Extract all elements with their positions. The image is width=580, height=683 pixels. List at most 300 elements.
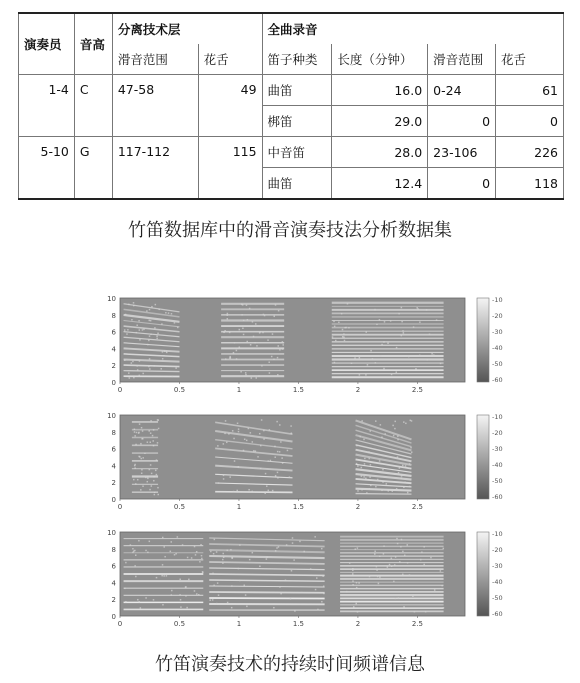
noise-dot [273,607,275,609]
noise-dot [124,329,126,331]
noise-dot [343,336,345,338]
noise-dot [124,359,126,361]
noise-dot [282,348,284,350]
header-row [19,13,564,44]
noise-dot [150,420,152,422]
noise-dot [441,585,443,587]
noise-dot [162,604,164,606]
noise-dot [128,304,130,306]
noise-dot [134,565,136,567]
spectrogram-figure [0,282,580,642]
noise-dot [377,576,379,578]
noise-dot [403,421,405,423]
noise-dot [316,577,318,579]
noise-dot [404,555,406,557]
noise-dot [133,479,135,481]
colorbar-tick-label: -50 [492,360,503,368]
noise-dot [275,304,277,306]
noise-dot [263,430,265,432]
noise-dot [149,541,151,543]
noise-dot [370,430,372,432]
cell-length: 29.0 [332,106,428,137]
noise-dot [352,569,354,571]
noise-dot [436,319,438,321]
table-row [19,75,564,106]
noise-dot [244,439,246,441]
noise-dot [141,438,143,440]
noise-dot [148,340,150,342]
noise-dot [261,419,263,421]
noise-dot [199,561,201,563]
noise-dot [274,456,276,458]
noise-dot [165,351,167,353]
noise-dot [247,319,249,321]
harmonic-line [124,371,180,372]
noise-dot [431,353,433,355]
noise-dot [380,355,382,357]
noise-dot [314,536,316,538]
noise-dot [163,546,165,548]
data-table [18,12,564,200]
noise-dot [225,420,227,422]
noise-dot [145,477,147,479]
noise-dot [285,580,287,582]
noise-dot [342,329,344,331]
noise-dot [282,344,284,346]
noise-dot [401,477,403,479]
noise-dot [136,365,138,367]
noise-dot [141,469,143,471]
y-tick-label: 6 [111,445,116,454]
noise-dot [154,491,156,493]
noise-dot [153,480,155,482]
noise-dot [133,377,135,379]
noise-dot [150,320,152,322]
noise-dot [245,594,247,596]
noise-dot [222,559,224,561]
noise-dot [142,430,144,432]
noise-dot [271,356,273,358]
noise-dot [174,322,176,324]
noise-dot [379,319,381,321]
noise-dot [286,544,288,546]
noise-dot [414,611,416,613]
noise-dot [147,344,149,346]
noise-dot [352,580,354,582]
noise-dot [278,310,280,312]
noise-dot [135,483,137,485]
noise-dot [213,553,215,555]
noise-dot [310,568,312,570]
noise-dot [187,557,189,559]
noise-dot [365,374,367,376]
noise-dot [214,539,216,541]
noise-dot [140,607,142,609]
noise-dot [191,557,193,559]
noise-dot [254,342,256,344]
noise-dot [369,488,371,490]
noise-dot [152,440,154,442]
noise-dot [212,599,214,601]
noise-dot [165,312,167,314]
noise-dot [233,438,235,440]
noise-dot [426,309,428,311]
noise-dot [334,326,336,328]
x-tick-label: 2 [355,620,361,628]
noise-dot [134,428,136,430]
noise-dot [164,556,166,558]
noise-dot [352,568,354,570]
noise-dot [273,316,275,318]
noise-dot [425,611,427,613]
colorbar-tick-label: -20 [492,429,503,437]
noise-dot [234,342,236,344]
x-tick-label: 2 [355,503,361,511]
noise-dot [291,570,293,572]
noise-dot [377,479,379,481]
noise-dot [400,546,402,548]
noise-dot [292,537,294,539]
noise-dot [266,556,268,558]
noise-dot [280,441,282,443]
cell-length: 16.0 [332,75,428,106]
noise-dot [398,313,400,315]
cell-length: 28.0 [332,137,428,168]
noise-dot [255,323,256,325]
noise-dot [359,374,361,376]
noise-dot [156,338,158,340]
noise-dot [236,350,238,352]
noise-dot [146,310,148,312]
noise-dot [140,489,142,491]
noise-dot [376,566,378,568]
noise-dot [402,330,404,332]
noise-dot [402,574,404,576]
noise-dot [172,376,174,378]
noise-dot [156,577,158,579]
cell-flute-type: 曲笛 [262,168,332,200]
noise-dot [168,312,170,314]
noise-dot [370,350,372,352]
noise-dot [225,358,227,360]
noise-dot [153,445,155,447]
noise-dot [423,546,425,548]
noise-dot [232,430,234,432]
noise-dot [274,446,276,448]
noise-dot [141,472,143,474]
cell-flutter: 0 [496,106,564,137]
noise-dot [408,356,410,358]
noise-dot [383,545,385,547]
noise-dot [222,553,224,555]
noise-dot [227,602,229,604]
noise-dot [353,606,355,608]
noise-dot [242,328,244,330]
noise-dot [333,321,335,323]
noise-dot [125,562,127,564]
spectrogram-plot-area [120,415,465,499]
noise-dot [263,438,265,440]
x-tick-label: 2 [355,386,361,394]
noise-dot [180,606,182,608]
noise-dot [148,430,150,432]
noise-dot [161,575,163,577]
noise-dot [343,333,345,335]
cell-glide: 0 [428,168,496,200]
noise-dot [246,304,248,306]
noise-dot [151,306,153,308]
cell-pitch: C [74,75,112,137]
noise-dot [266,558,268,560]
noise-dot [278,546,280,548]
x-tick-label: 1 [236,620,242,628]
noise-dot [142,329,144,331]
noise-dot [443,607,445,609]
x-tick-label: 1.5 [292,386,305,394]
noise-dot [253,450,255,452]
y-tick-label: 8 [111,311,116,320]
noise-dot [153,429,155,431]
noise-dot [242,304,244,306]
noise-dot [216,551,218,553]
noise-dot [430,557,432,559]
noise-dot [368,451,370,453]
cell-flutter: 226 [496,137,564,168]
noise-dot [429,333,431,335]
noise-dot [361,420,363,422]
noise-dot [347,303,349,305]
x-tick-label: 1 [236,386,242,394]
noise-dot [357,611,359,613]
noise-dot [415,368,417,370]
y-tick-label: 4 [111,579,116,588]
noise-dot [227,318,229,320]
subheader-glide-range: 滑音范围 [428,44,496,75]
noise-dot [290,598,292,600]
noise-dot [244,585,246,587]
noise-dot [375,420,377,422]
noise-dot [374,309,376,311]
noise-dot [419,355,421,357]
noise-dot [145,597,147,599]
noise-dot [135,444,137,446]
noise-dot [149,489,151,491]
noise-dot [279,451,281,453]
noise-dot [150,334,152,336]
noise-dot [186,607,188,609]
noise-dot [375,486,377,488]
noise-dot [138,432,140,434]
noise-dot [142,485,144,487]
noise-dot [396,488,398,490]
colorbar-tick-label: -60 [492,610,503,618]
noise-dot [139,329,141,331]
noise-dot [134,467,136,469]
noise-dot [148,320,150,322]
noise-dot [140,443,142,445]
noise-dot [134,550,136,552]
noise-dot [252,552,254,554]
noise-dot [399,467,401,469]
noise-dot [374,551,376,553]
noise-dot [144,453,146,455]
x-tick-label: 0 [117,503,123,511]
noise-dot [229,476,231,478]
noise-dot [175,553,177,555]
cell-flutter: 118 [496,168,564,200]
noise-dot [147,441,149,443]
header-pitch: 音高 [74,13,112,75]
noise-dot [349,562,351,564]
spectrogram-panel [107,529,503,628]
noise-dot [381,344,383,346]
noise-dot [252,441,254,443]
colorbar-tick-label: -10 [492,530,503,538]
noise-dot [261,365,263,367]
noise-dot [366,492,368,494]
noise-dot [202,572,204,574]
noise-dot [132,552,134,554]
noise-dot [332,336,334,338]
noise-dot [153,599,155,601]
noise-dot [409,486,411,488]
noise-dot [245,374,247,376]
noise-dot [137,599,139,601]
noise-dot [277,374,279,376]
noise-dot [315,589,317,591]
noise-dot [248,489,250,491]
colorbar-tick-label: -30 [492,328,503,336]
noise-dot [276,421,278,423]
noise-dot [384,321,386,323]
x-tick-label: 0.5 [173,620,186,628]
noise-dot [352,573,354,575]
noise-dot [249,308,251,310]
cell-flute-type: 梆笛 [262,106,332,137]
noise-dot [390,320,392,322]
noise-dot [407,544,409,546]
noise-dot [163,575,165,577]
noise-dot [246,440,248,442]
noise-dot [135,554,137,556]
colorbar-tick-label: -60 [492,493,503,501]
subheader-flutter: 花舌 [198,44,262,75]
noise-dot [299,541,301,543]
noise-dot [355,603,357,605]
noise-dot [404,482,406,484]
noise-dot [282,462,284,464]
noise-dot [216,603,218,605]
noise-dot [346,591,348,593]
noise-dot [407,492,409,494]
subheader-glide-range: 滑音范围 [112,44,198,75]
noise-dot [218,594,220,596]
noise-dot [383,368,385,370]
noise-dot [149,358,151,360]
noise-dot [171,313,173,315]
noise-dot [145,550,147,552]
noise-dot [352,584,354,586]
noise-dot [423,564,425,566]
noise-dot [401,321,403,323]
noise-dot [356,587,358,589]
noise-dot [419,321,421,323]
noise-dot [323,586,325,588]
noise-dot [357,490,359,492]
noise-dot [201,558,203,560]
cell-performer: 5-10 [19,137,75,200]
noise-dot [171,541,173,543]
noise-dot [264,315,266,317]
noise-dot [351,362,353,364]
noise-dot [127,329,129,331]
noise-dot [252,491,254,493]
y-tick-label: 0 [111,613,116,621]
noise-dot [217,445,219,447]
colorbar-tick-label: -30 [492,445,503,453]
noise-dot [421,551,423,553]
noise-dot [322,575,324,577]
cell-glide: 0-24 [428,75,496,106]
noise-dot [217,582,219,584]
noise-dot [259,566,261,568]
noise-dot [379,555,381,557]
y-tick-label: 0 [111,379,116,387]
noise-dot [341,313,343,315]
y-tick-label: 2 [111,596,116,605]
noise-dot [154,494,156,496]
noise-dot [226,314,228,316]
noise-dot [125,601,127,603]
noise-dot [355,548,357,550]
noise-dot [243,334,245,336]
noise-dot [275,550,277,552]
y-tick-label: 10 [107,412,116,420]
noise-dot [382,469,384,471]
noise-dot [416,307,418,309]
noise-dot [268,361,270,363]
noise-dot [135,576,137,578]
noise-dot [131,319,133,321]
noise-dot [440,570,442,572]
noise-dot [149,309,151,311]
noise-dot [239,544,241,546]
noise-dot [171,590,173,592]
noise-dot [126,333,128,335]
noise-dot [259,433,261,435]
noise-dot [272,490,274,492]
noise-dot [231,557,233,559]
noise-dot [156,459,158,461]
noise-dot [196,593,198,595]
noise-dot [356,582,358,584]
y-tick-label: 2 [111,362,116,371]
noise-dot [387,342,389,344]
colorbar-tick-label: -50 [492,594,503,602]
noise-dot [358,582,360,584]
noise-dot [364,458,366,460]
noise-dot [239,346,241,348]
noise-dot [279,586,281,588]
colorbar-tick-label: -30 [492,562,503,570]
noise-dot [344,340,346,342]
noise-dot [250,344,252,346]
noise-dot [407,562,409,564]
noise-dot [162,358,164,360]
noise-dot [403,606,405,608]
y-tick-label: 2 [111,479,116,488]
noise-dot [410,447,412,449]
